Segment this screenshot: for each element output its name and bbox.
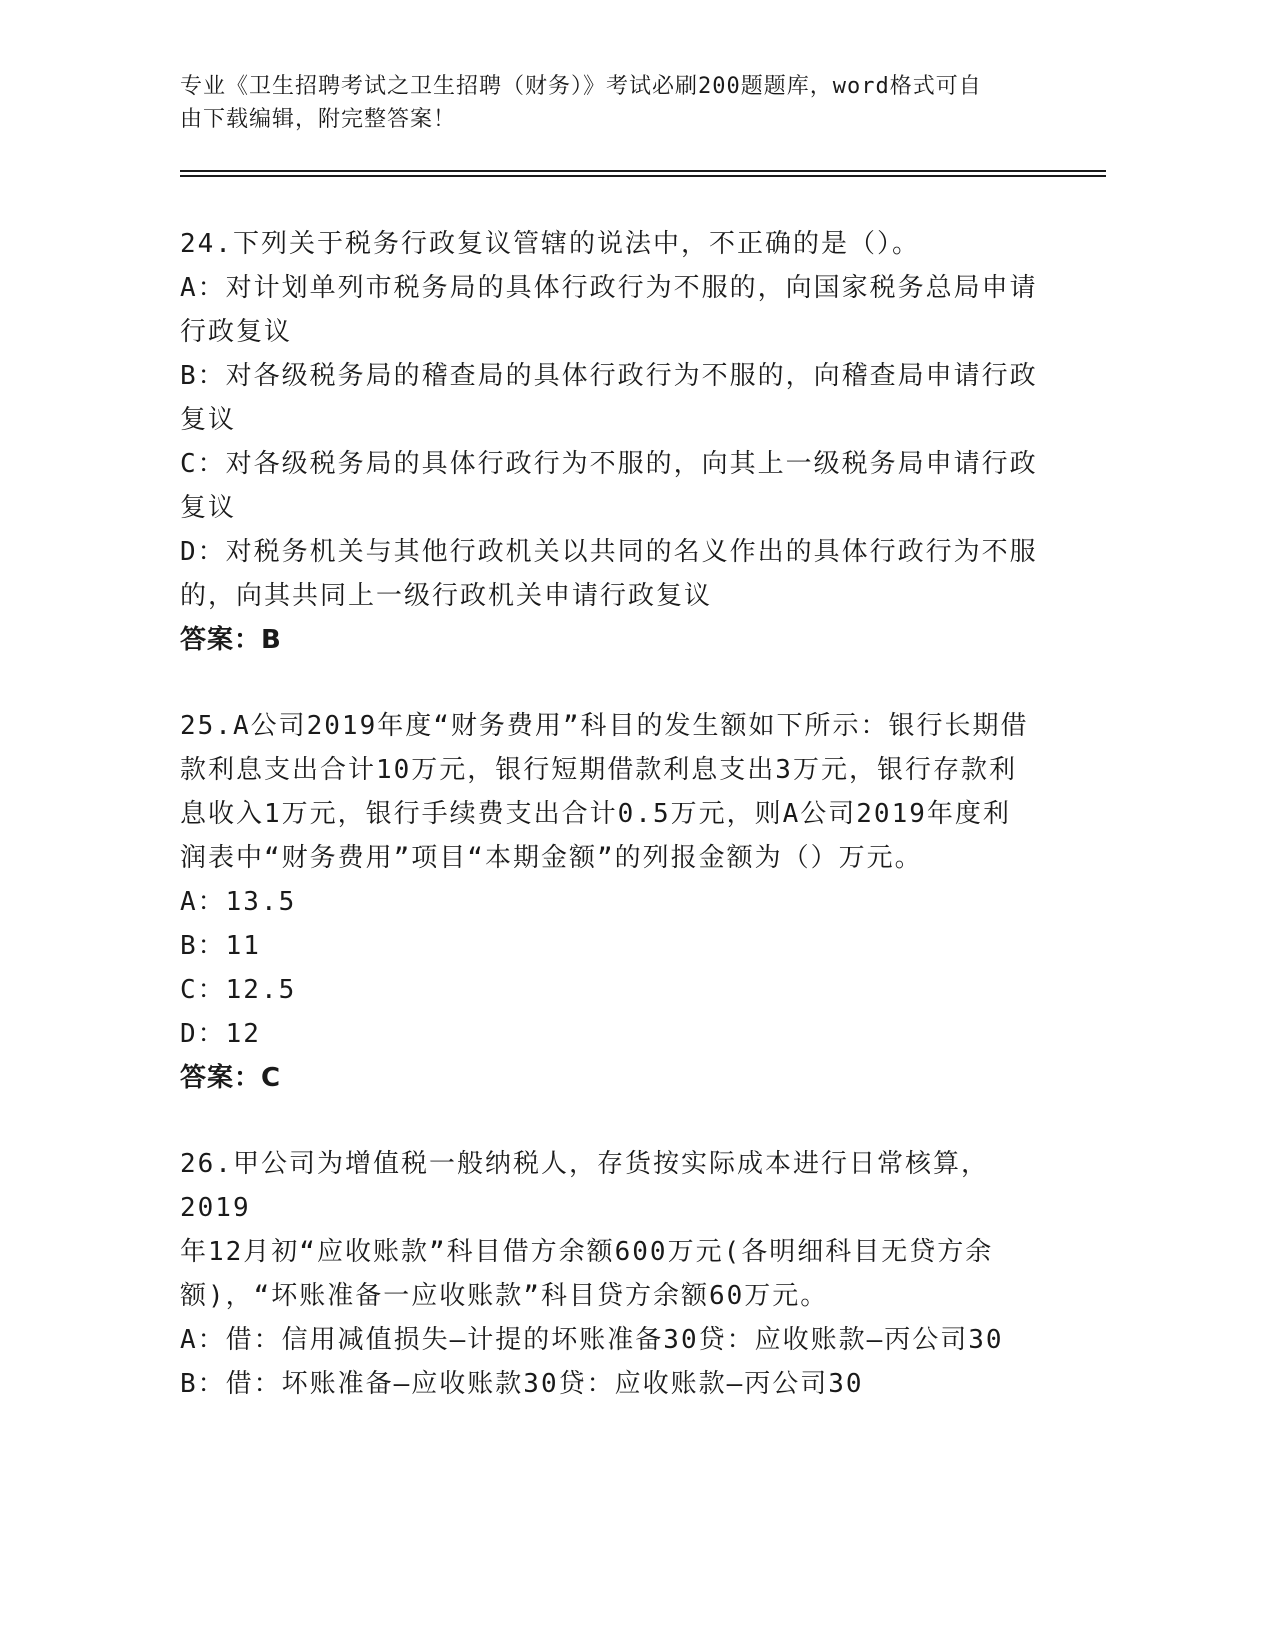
question-list	[180, 222, 1040, 1448]
option-a: A：13.5	[180, 887, 297, 917]
header-line-2: 由下载编辑，附完整答案！	[180, 107, 457, 132]
answer: 答案：C	[180, 1063, 282, 1093]
option-b: B：借：坏账准备—应收账款30贷：应收账款—丙公司30	[180, 1369, 864, 1399]
header-line-1: 专业《卫生招聘考试之卫生招聘（财务）》考试必刷200题题库，word格式可自	[180, 74, 982, 99]
option-b-cont: 复议	[180, 405, 237, 435]
question-stem: 25.A公司2019年度“财务费用”科目的发生额如下所示：银行长期借	[180, 711, 1029, 741]
header-divider-top	[180, 170, 1106, 172]
option-b: B：11	[180, 931, 261, 961]
option-d-cont: 的，向其共同上一级行政机关申请行政复议	[180, 581, 713, 611]
question-25	[180, 704, 1040, 1100]
option-c: C：对各级税务局的具体行政行为不服的，向其上一级税务局申请行政	[180, 449, 1038, 479]
question-stem: 26.甲公司为增值税一般纳税人，存货按实际成本进行日常核算，2019	[180, 1149, 989, 1223]
question-stem-cont: 款利息支出合计10万元，银行短期借款利息支出3万元，银行存款利	[180, 755, 1017, 785]
question-26	[180, 1142, 1040, 1406]
question-stem-cont: 息收入1万元，银行手续费支出合计0.5万元，则A公司2019年度利	[180, 799, 1011, 829]
question-stem-cont: 年12月初“应收账款”科目借方余额600万元(各明细科目无贷方余	[180, 1237, 994, 1267]
header-divider-bottom	[180, 175, 1106, 177]
answer: 答案：B	[180, 625, 282, 655]
option-d: D：12	[180, 1019, 261, 1049]
question-stem-cont: 额)，“坏账准备一应收账款”科目贷方余额60万元。	[180, 1281, 829, 1311]
option-c-cont: 复议	[180, 493, 237, 523]
question-24	[180, 222, 1040, 662]
option-a-cont: 行政复议	[180, 317, 293, 347]
document-header	[180, 70, 1030, 136]
question-stem: 24.下列关于税务行政复议管辖的说法中，不正确的是（）。	[180, 229, 920, 259]
question-stem-cont: 润表中“财务费用”项目“本期金额”的列报金额为（）万元。	[180, 843, 923, 873]
option-a: A：借：信用减值损失—计提的坏账准备30贷：应收账款—丙公司30	[180, 1325, 1004, 1355]
option-b: B：对各级税务局的稽查局的具体行政行为不服的，向稽查局申请行政	[180, 361, 1038, 391]
option-a: A：对计划单列市税务局的具体行政行为不服的，向国家税务总局申请	[180, 273, 1038, 303]
option-d: D：对税务机关与其他行政机关以共同的名义作出的具体行政行为不服	[180, 537, 1038, 567]
option-c: C：12.5	[180, 975, 297, 1005]
